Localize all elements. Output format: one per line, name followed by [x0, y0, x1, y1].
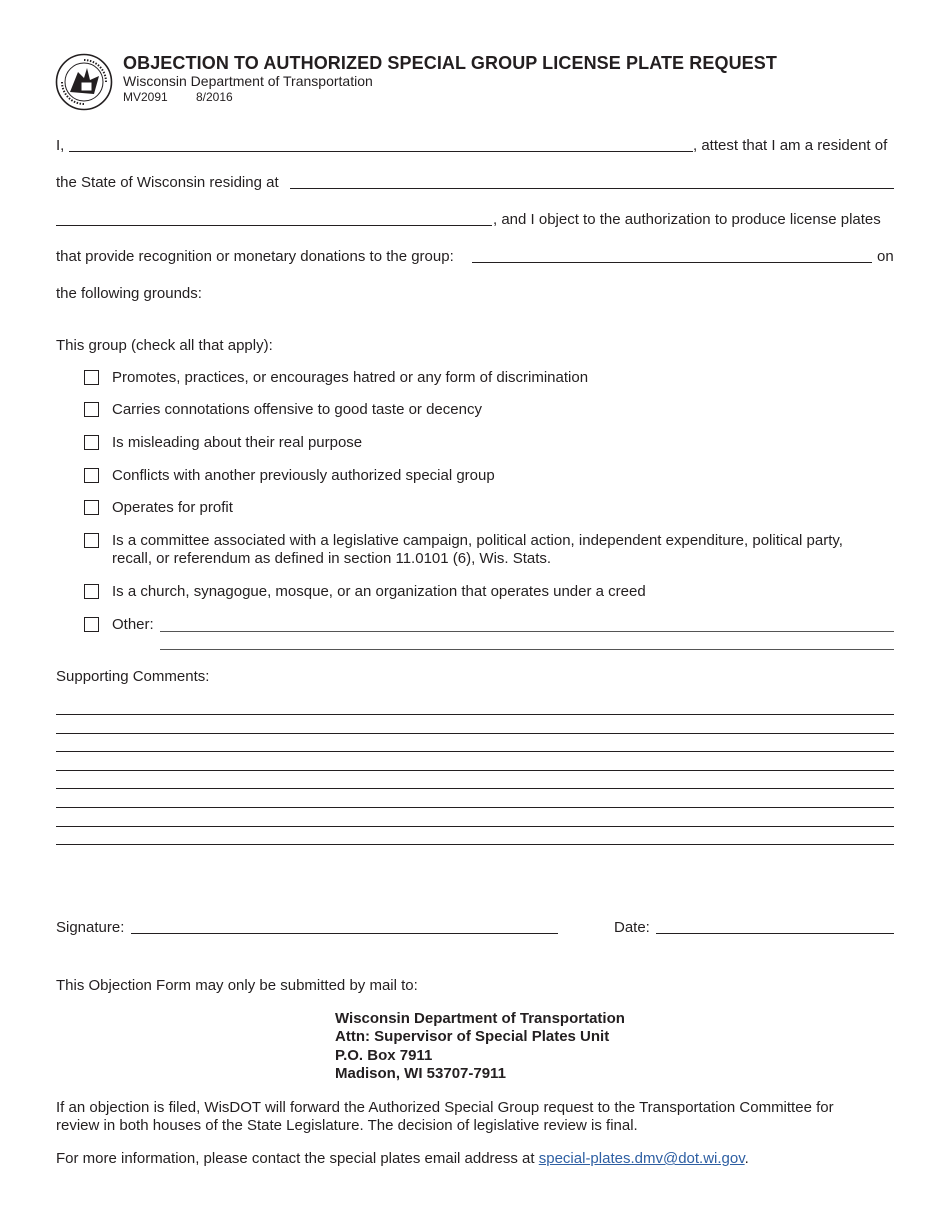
comment-line[interactable] [56, 844, 894, 845]
wisdot-seal-logo [54, 52, 114, 112]
object-text: , and I object to the authorization to produce license plates [493, 211, 881, 228]
option-other-label: Other: [112, 616, 154, 633]
mailing-address-line1: Wisconsin Department of Transportation [335, 1010, 625, 1027]
supporting-comments-label: Supporting Comments: [56, 668, 210, 685]
name-field[interactable] [69, 151, 693, 152]
checkbox-political-committee[interactable] [84, 533, 99, 548]
review-note-line2: review in both houses of the State Legislature. The decision of legislative review is final. [56, 1117, 638, 1134]
comment-line[interactable] [56, 788, 894, 789]
checkbox-religious[interactable] [84, 584, 99, 599]
contact-suffix: . [744, 1150, 749, 1167]
option-conflicts-label: Conflicts with another previously authorized special group [112, 467, 495, 484]
checkbox-discrimination[interactable] [84, 370, 99, 385]
other-field-line1[interactable] [160, 631, 894, 632]
contact-prefix: For more information, please contact the special plates email address at [56, 1150, 535, 1167]
option-misleading-label: Is misleading about their real purpose [112, 434, 363, 451]
signature-field[interactable] [131, 933, 558, 934]
checkbox-other[interactable] [84, 617, 99, 632]
address-field-line2[interactable] [56, 225, 492, 226]
agency-name: Wisconsin Department of Transportation [123, 73, 373, 89]
contact-line [56, 1150, 749, 1168]
form-number: MV2091 [123, 90, 168, 104]
provide-recognition-text: that provide recognition or monetary donations to the group: [56, 248, 454, 265]
comment-line[interactable] [56, 807, 894, 808]
comment-line[interactable] [56, 770, 894, 771]
grounds-text: the following grounds: [56, 285, 202, 302]
form-title: OBJECTION TO AUTHORIZED SPECIAL GROUP LICENSE PLATE REQUEST [123, 53, 777, 73]
attest-resident-text: , attest that I am a resident of [693, 137, 888, 154]
state-residing-text: the State of Wisconsin residing at [56, 174, 279, 191]
address-field-line1[interactable] [290, 188, 894, 189]
mailing-intro: This Objection Form may only be submitted by mail to: [56, 977, 418, 994]
attest-prefix: I, [56, 137, 65, 154]
option-offensive-label: Carries connotations offensive to good taste or decency [112, 401, 482, 418]
mailing-address-line2: Attn: Supervisor of Special Plates Unit [335, 1028, 610, 1045]
option-profit-label: Operates for profit [112, 499, 233, 516]
comment-line[interactable] [56, 751, 894, 752]
option-political-committee-label-cont: recall, or referendum as defined in section 11.0101 (6), Wis. Stats. [112, 550, 552, 567]
checkbox-offensive[interactable] [84, 402, 99, 417]
signature-label: Signature: [56, 919, 125, 936]
comment-line[interactable] [56, 714, 894, 715]
mailing-address-line3: P.O. Box 7911 [335, 1047, 433, 1064]
other-field-line2[interactable] [160, 649, 894, 650]
email-link[interactable]: special-plates.dmv@dot.wi.gov [538, 1150, 745, 1167]
mailing-address-line4: Madison, WI 53707-7911 [335, 1065, 506, 1082]
comment-line[interactable] [56, 826, 894, 827]
on-text: on [877, 248, 894, 265]
form-revision-date: 8/2016 [196, 90, 233, 104]
date-field[interactable] [656, 933, 894, 934]
date-label: Date: [614, 919, 650, 936]
option-religious-label: Is a church, synagogue, mosque, or an organization that operates under a creed [112, 583, 646, 600]
comment-line[interactable] [56, 733, 894, 734]
review-note-line1: If an objection is filed, WisDOT will forward the Authorized Special Group request to the Transportation Committee for [56, 1099, 834, 1116]
group-section-heading: This group (check all that apply): [56, 337, 273, 354]
checkbox-conflicts[interactable] [84, 468, 99, 483]
checkbox-misleading[interactable] [84, 435, 99, 450]
option-discrimination-label: Promotes, practices, or encourages hatred or any form of discrimination [112, 369, 589, 386]
option-political-committee-label: Is a committee associated with a legislative campaign, political action, independent expenditure, political party, [112, 532, 843, 549]
checkbox-profit[interactable] [84, 500, 99, 515]
group-name-field[interactable] [472, 262, 872, 263]
